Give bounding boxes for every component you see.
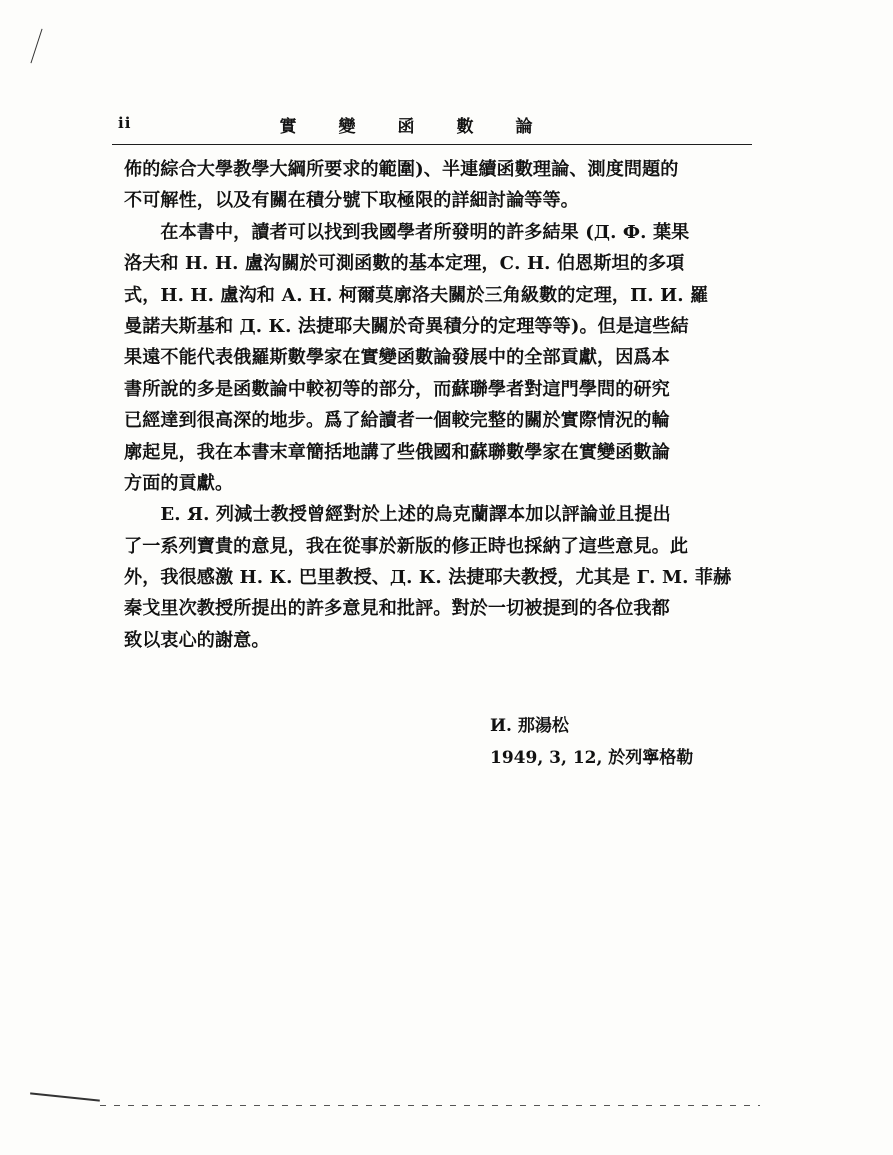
text-line: 了一系列寶貴的意見，我在從事於新版的修正時也採納了這些意見。此 xyxy=(124,535,689,557)
text-line: 果遠不能代表俄羅斯數學家在實變函數論發展中的全部貢獻，因爲本 xyxy=(124,347,670,369)
scan-mark-bottom-curve xyxy=(30,1092,100,1101)
text-line: 秦戈里次教授所提出的許多意見和批評。對於一切被提到的各位我都 xyxy=(124,598,670,620)
scan-mark-top-left xyxy=(30,29,42,64)
running-title: 實變函數論 xyxy=(279,117,575,137)
signature-block xyxy=(490,710,750,774)
author-signature: И. 那湯松 xyxy=(490,716,569,736)
header-rule xyxy=(112,144,752,145)
page-header xyxy=(112,110,752,140)
text-line: 致以衷心的謝意。 xyxy=(124,629,270,651)
text-line: 佈的綜合大學教學大綱所要求的範圍)、半連續函數理論、測度問題的 xyxy=(124,159,679,180)
text-line: 不可解性，以及有關在積分號下取極限的詳細討論等等。 xyxy=(124,190,579,212)
text-line: 方面的貢獻。 xyxy=(124,472,234,494)
text-line: Е. Я. 列減士教授曾經對於上述的烏克蘭譯本加以評論並且提出 xyxy=(124,504,671,526)
text-line: 已經達到很高深的地步。爲了給讀者一個較完整的關於實際情況的輪 xyxy=(124,410,670,432)
text-line: 外，我很感激 Н. К. 巴里教授、Д. К. 法捷耶夫教授，尤其是 Г. М. 菲赫 xyxy=(124,567,732,589)
text-line: 在本書中，讀者可以找到我國學者所發明的許多結果 (Д. Ф. 葉果 xyxy=(124,221,690,243)
text-line: 洛夫和 Н. Н. 盧沟關於可測函數的基本定理，С. Н. 伯恩斯坦的多項 xyxy=(124,253,685,275)
page-number: ii xyxy=(118,114,132,132)
text-line: 廓起見，我在本書末章簡括地講了些俄國和蘇聯數學家在實變函數論 xyxy=(124,441,670,463)
text-line: 書所說的多是函數論中較初等的部分，而蘇聯學者對這門學問的研究 xyxy=(124,378,670,400)
text-line: 曼諾夫斯基和 Д. К. 法捷耶夫關於奇異積分的定理等等)。但是這些結 xyxy=(124,315,689,337)
date-place: 1949, 3, 12, 於列寧格勒 xyxy=(490,748,694,768)
scan-mark-bottom-line xyxy=(100,1105,760,1106)
text-line: 式，Н. Н. 盧沟和 А. Н. 柯爾莫廓洛夫關於三角級數的定理，П. И. 羅 xyxy=(124,284,709,306)
preface-text xyxy=(124,154,752,656)
